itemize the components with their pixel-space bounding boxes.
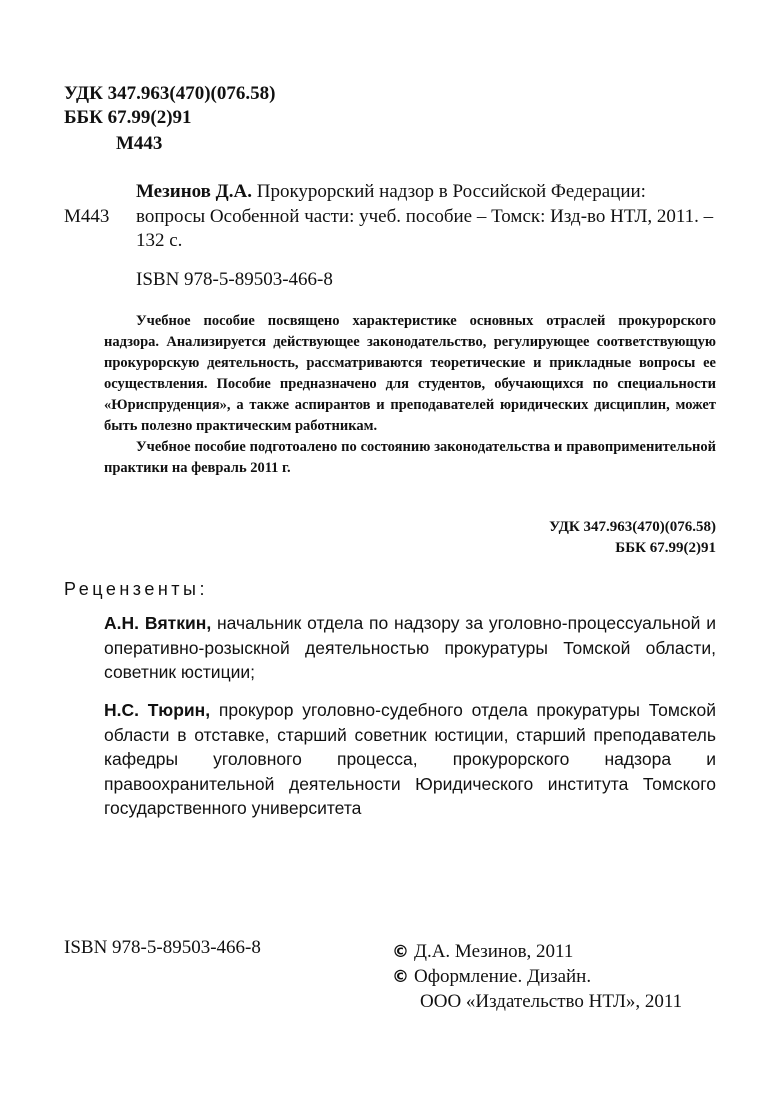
- author-mark-top: М443: [116, 133, 163, 154]
- copyright-design: [392, 965, 591, 989]
- isbn-footer: ISBN 978-5-89503-466-8: [64, 937, 261, 958]
- copyright-design-text: Оформление. Дизайн.: [414, 966, 592, 987]
- copyright-icon: ©: [392, 942, 409, 962]
- reviewer-name: А.Н. Вяткин,: [104, 613, 212, 633]
- copyright-publisher: ООО «Издательство НТЛ», 2011: [420, 991, 683, 1012]
- book-author: Мезинов Д.А.: [136, 181, 252, 202]
- author-mark-side: М443: [64, 206, 110, 227]
- bbk-code-right: ББК 67.99(2)91: [615, 540, 716, 556]
- udk-code-right: УДК 347.963(470)(076.58): [549, 519, 716, 535]
- reviewer-description: начальник отдела по надзору за уголовно-процессуальной и оперативно-розыскной деятельностью прокуратуры Томской области, советник юстиции;: [104, 613, 716, 682]
- copyright-icon: ©: [392, 967, 409, 987]
- book-description: Прокурорский надзор в Российской Федерации: вопросы Особенной части: учеб. пособие – Томск: Изд-во НТЛ, 2011. – 132 с.: [136, 181, 714, 251]
- bbk-code-top: ББК 67.99(2)91: [64, 107, 192, 128]
- copyright-author-text: Д.А. Мезинов, 2011: [414, 941, 574, 962]
- reviewer-name: Н.С. Тюрин,: [104, 700, 211, 720]
- reviewers-heading: Рецензенты:: [64, 579, 208, 599]
- annotation: [104, 311, 716, 479]
- reviewer-entry: [104, 698, 716, 821]
- bibliographic-description: [136, 180, 716, 254]
- reviewer-description: прокурор уголовно-судебного отдела прокуратуры Томской области в отставке, старший советник юстиции, старший преподаватель кафедры уголовного процесса, прокурорского надзора и правоохранительной деятельности Юридического института Томского государственного университета: [104, 700, 716, 818]
- isbn-main: ISBN 978-5-89503-466-8: [136, 269, 333, 290]
- copyright-author: [392, 940, 573, 964]
- reviewer-entry: [104, 611, 716, 685]
- udk-code-top: УДК 347.963(470)(076.58): [64, 83, 276, 104]
- annotation-paragraph: Учебное пособие подготоалено по состоянию законодательства и правоприменительной практики на февраль 2011 г.: [104, 439, 716, 476]
- annotation-paragraph: Учебное пособие посвящено характеристике основных отраслей прокурорского надзора. Анализируется действующее законодательство, регулирующее соответствующую прокурорскую деятельность, рассматриваются теоретические и прикладные вопросы ее осуществления. Пособие предназначено для студентов, обучающихся по специальности «Юриспруденция», а также аспирантов и преподавателей юридических дисциплин, может быть полезно практическим работникам.: [104, 313, 716, 434]
